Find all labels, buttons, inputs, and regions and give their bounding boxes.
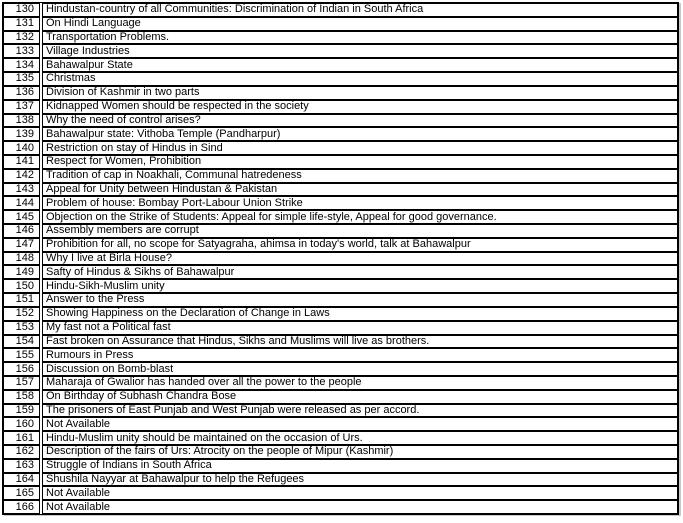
row-description-cell: Hindu-Sikh-Muslim unity <box>42 279 678 293</box>
row-description-cell: Answer to the Press <box>42 293 678 307</box>
table-row <box>3 31 678 45</box>
row-number-cell: 159 <box>3 404 40 418</box>
row-description-cell: Safty of Hindus & Sikhs of Bahawalpur <box>42 265 678 279</box>
row-description-cell: Problem of house: Bombay Port-Labour Union Strike <box>42 196 678 210</box>
table-row <box>3 321 678 335</box>
table-row <box>3 486 678 500</box>
table-row <box>3 44 678 58</box>
row-description-cell: Objection on the Strike of Students: Appeal for simple life-style, Appeal for good governance. <box>42 210 678 224</box>
row-number-cell: 134 <box>3 58 40 72</box>
row-number-cell: 160 <box>3 417 40 431</box>
row-description-cell: Hindu-Muslim unity should be maintained on the occasion of Urs. <box>42 431 678 445</box>
row-description-cell: Transportation Problems. <box>42 31 678 45</box>
row-number-cell: 152 <box>3 307 40 321</box>
row-number-cell: 164 <box>3 473 40 487</box>
table-row <box>3 169 678 183</box>
table-row <box>3 224 678 238</box>
row-number-cell: 157 <box>3 376 40 390</box>
row-description-cell: The prisoners of East Punjab and West Punjab were released as per accord. <box>42 404 678 418</box>
table-row <box>3 307 678 321</box>
row-number-cell: 139 <box>3 127 40 141</box>
table-row <box>3 335 678 349</box>
table-row <box>3 376 678 390</box>
row-description-cell: Hindustan-country of all Communities: Discrimination of Indian in South Africa <box>42 3 678 17</box>
row-description-cell: Tradition of cap in Noakhali, Communal hatredeness <box>42 169 678 183</box>
table-row <box>3 72 678 86</box>
table-row <box>3 404 678 418</box>
row-number-cell: 146 <box>3 224 40 238</box>
row-description-cell: Not Available <box>42 500 678 514</box>
row-number-cell: 145 <box>3 210 40 224</box>
row-number-cell: 163 <box>3 459 40 473</box>
row-description-cell: Why the need of control arises? <box>42 114 678 128</box>
table-row <box>3 445 678 459</box>
row-number-cell: 156 <box>3 362 40 376</box>
table-row <box>3 238 678 252</box>
row-number-cell: 154 <box>3 335 40 349</box>
row-description-cell: Kidnapped Women should be respected in the society <box>42 100 678 114</box>
row-number-cell: 137 <box>3 100 40 114</box>
row-description-cell: Division of Kashmir in two parts <box>42 86 678 100</box>
row-description-cell: Showing Happiness on the Declaration of Change in Laws <box>42 307 678 321</box>
row-number-cell: 158 <box>3 390 40 404</box>
row-number-cell: 149 <box>3 265 40 279</box>
row-number-cell: 144 <box>3 196 40 210</box>
row-number-cell: 138 <box>3 114 40 128</box>
row-description-cell: Not Available <box>42 486 678 500</box>
row-number-cell: 162 <box>3 445 40 459</box>
table-row <box>3 417 678 431</box>
table-row <box>3 86 678 100</box>
row-description-cell: Village Industries <box>42 44 678 58</box>
table-row <box>3 210 678 224</box>
row-description-cell: Christmas <box>42 72 678 86</box>
row-number-cell: 136 <box>3 86 40 100</box>
row-number-cell: 148 <box>3 252 40 266</box>
row-number-cell: 143 <box>3 183 40 197</box>
row-description-cell: Maharaja of Gwalior has handed over all the power to the people <box>42 376 678 390</box>
table-row <box>3 348 678 362</box>
row-description-cell: Why I live at Birla House? <box>42 252 678 266</box>
table-row <box>3 141 678 155</box>
table-row <box>3 183 678 197</box>
table-row <box>3 293 678 307</box>
row-description-cell: Fast broken on Assurance that Hindus, Sikhs and Muslims will live as brothers. <box>42 335 678 349</box>
row-number-cell: 141 <box>3 155 40 169</box>
row-number-cell: 166 <box>3 500 40 514</box>
row-number-cell: 165 <box>3 486 40 500</box>
table-row <box>3 114 678 128</box>
table-row <box>3 17 678 31</box>
row-number-cell: 161 <box>3 431 40 445</box>
row-number-cell: 132 <box>3 31 40 45</box>
row-number-cell: 140 <box>3 141 40 155</box>
row-number-cell: 150 <box>3 279 40 293</box>
row-number-cell: 142 <box>3 169 40 183</box>
table-row <box>3 459 678 473</box>
table-row <box>3 252 678 266</box>
row-description-cell: On Hindi Language <box>42 17 678 31</box>
row-description-cell: Struggle of Indians in South Africa <box>42 459 678 473</box>
table-row <box>3 500 678 514</box>
row-description-cell: Appeal for Unity between Hindustan & Pakistan <box>42 183 678 197</box>
row-description-cell: Assembly members are corrupt <box>42 224 678 238</box>
row-description-cell: On Birthday of Subhash Chandra Bose <box>42 390 678 404</box>
row-description-cell: Bahawalpur state: Vithoba Temple (Pandharpur) <box>42 127 678 141</box>
table-row <box>3 58 678 72</box>
table-row <box>3 431 678 445</box>
row-description-cell: Description of the fairs of Urs: Atrocity on the people of Mipur (Kashmir) <box>42 445 678 459</box>
table-row <box>3 100 678 114</box>
row-number-cell: 155 <box>3 348 40 362</box>
row-number-cell: 151 <box>3 293 40 307</box>
row-description-cell: Shushila Nayyar at Bahawalpur to help the Refugees <box>42 473 678 487</box>
row-number-cell: 133 <box>3 44 40 58</box>
row-description-cell: Prohibition for all, no scope for Satyagraha, ahimsa in today's world, talk at Bahawalpur <box>42 238 678 252</box>
row-number-cell: 153 <box>3 321 40 335</box>
row-description-cell: Discussion on Bomb-blast <box>42 362 678 376</box>
row-description-cell: Respect for Women, Prohibition <box>42 155 678 169</box>
table-row <box>3 265 678 279</box>
row-description-cell: Restriction on stay of Hindus in Sind <box>42 141 678 155</box>
row-number-cell: 147 <box>3 238 40 252</box>
table-row <box>3 279 678 293</box>
row-number-cell: 130 <box>3 3 40 17</box>
row-description-cell: Bahawalpur State <box>42 58 678 72</box>
row-description-cell: My fast not a Political fast <box>42 321 678 335</box>
row-description-cell: Rumours in Press <box>42 348 678 362</box>
row-description-cell: Not Available <box>42 417 678 431</box>
table-row <box>3 155 678 169</box>
table-row <box>3 127 678 141</box>
topics-table <box>2 2 679 515</box>
row-number-cell: 135 <box>3 72 40 86</box>
table-row <box>3 196 678 210</box>
table-row <box>3 473 678 487</box>
table-row <box>3 3 678 17</box>
row-number-cell: 131 <box>3 17 40 31</box>
table-row <box>3 390 678 404</box>
table-row <box>3 362 678 376</box>
